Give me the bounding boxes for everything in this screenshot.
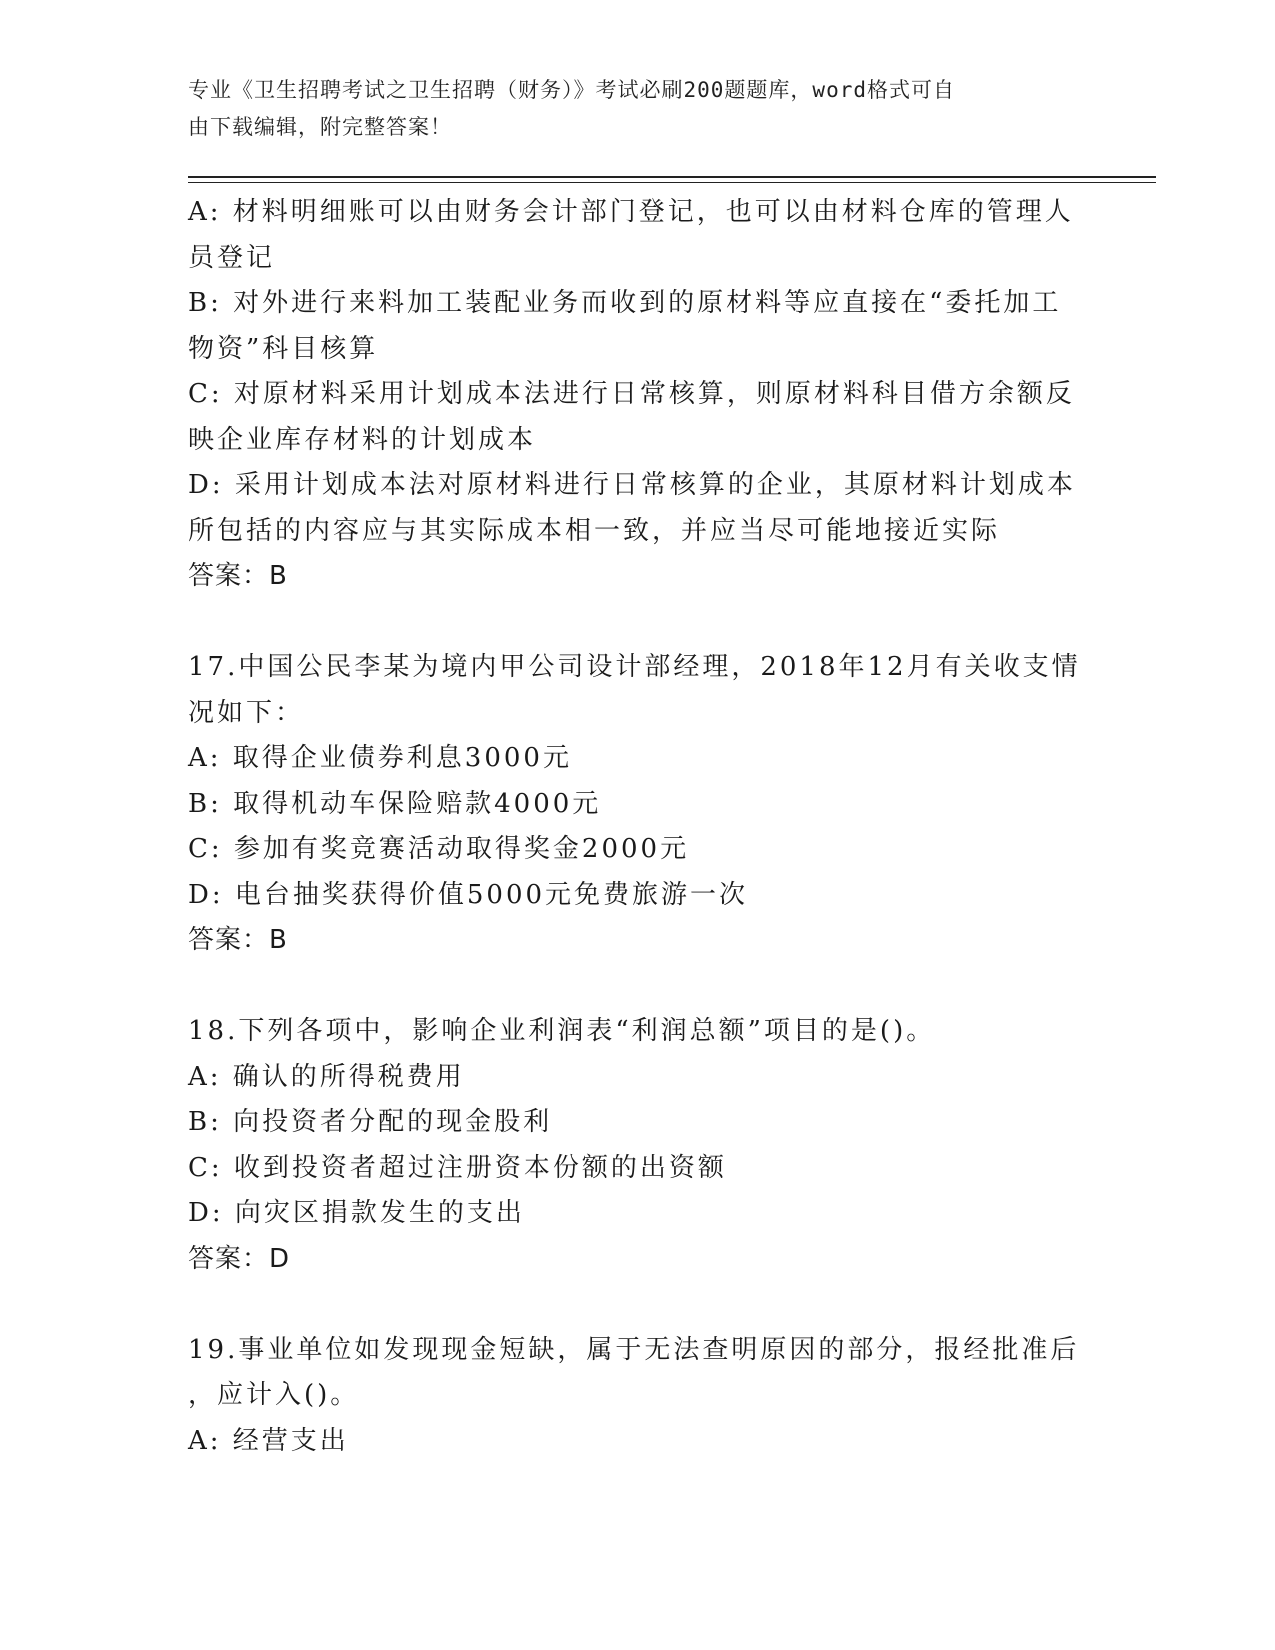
option-b: B: 取得机动车保险赔款4000元	[188, 788, 602, 819]
answer: 答案：D	[188, 1243, 291, 1274]
answer: 答案：B	[188, 561, 288, 591]
question-17	[188, 645, 1088, 964]
question-19	[188, 1328, 1088, 1465]
header-line-2: 由下载编辑，附完整答案！	[188, 115, 452, 139]
option-c-line-1: C: 对原材料采用计划成本法进行日常核算，则原材料科目借方余额反	[188, 379, 1075, 409]
option-d-line-1: D: 采用计划成本法对原材料进行日常核算的企业，其原材料计划成本	[188, 470, 1076, 500]
option-d: D: 向灾区捐款发生的支出	[188, 1198, 525, 1228]
spacer	[188, 600, 1088, 646]
document-header	[188, 72, 1068, 146]
spacer	[188, 964, 1088, 1010]
question-stem-line-1: 19.事业单位如发现现金短缺，属于无法查明原因的部分，报经批准后	[188, 1334, 1080, 1365]
question-stem-line-2: ，应计入()。	[188, 1380, 360, 1410]
question-16-continued	[188, 190, 1088, 600]
question-stem: 18.下列各项中，影响企业利润表“利润总额”项目的是()。	[188, 1016, 936, 1046]
option-b-line-1: B: 对外进行来料加工装配业务而收到的原材料等应直接在“委托加工	[188, 288, 1062, 318]
header-rule	[188, 176, 1156, 178]
option-b: B: 向投资者分配的现金股利	[188, 1107, 553, 1137]
header-rule-thin	[188, 182, 1156, 183]
spacer	[188, 1282, 1088, 1328]
option-c-line-2: 映企业库存材料的计划成本	[188, 424, 537, 455]
question-stem-line-1: 17.中国公民李某为境内甲公司设计部经理，2018年12月有关收支情	[188, 652, 1081, 682]
answer: 答案：B	[188, 925, 288, 955]
header-line-1: 专业《卫生招聘考试之卫生招聘（财务）》考试必刷200题题库，word格式可自	[188, 78, 955, 102]
option-c: C: 参加有奖竞赛活动取得奖金2000元	[188, 834, 690, 864]
option-a-line-1: A: 材料明细账可以由财务会计部门登记，也可以由材料仓库的管理人	[188, 197, 1074, 227]
option-d: D: 电台抽奖获得价值5000元免费旅游一次	[188, 879, 749, 910]
option-a: A: 经营支出	[188, 1425, 349, 1456]
question-18	[188, 1009, 1088, 1282]
option-d-line-2: 所包括的内容应与其实际成本相一致，并应当尽可能地接近实际	[188, 515, 1001, 546]
question-stem-line-2: 况如下：	[188, 697, 305, 728]
option-b-line-2: 物资”科目核算	[188, 333, 379, 364]
option-a: A: 取得企业债券利息3000元	[188, 743, 572, 773]
option-a-line-2: 员登记	[188, 242, 276, 273]
document-body	[188, 190, 1088, 1464]
option-a: A: 确认的所得税费用	[188, 1061, 465, 1092]
option-c: C: 收到投资者超过注册资本份额的出资额	[188, 1152, 727, 1183]
